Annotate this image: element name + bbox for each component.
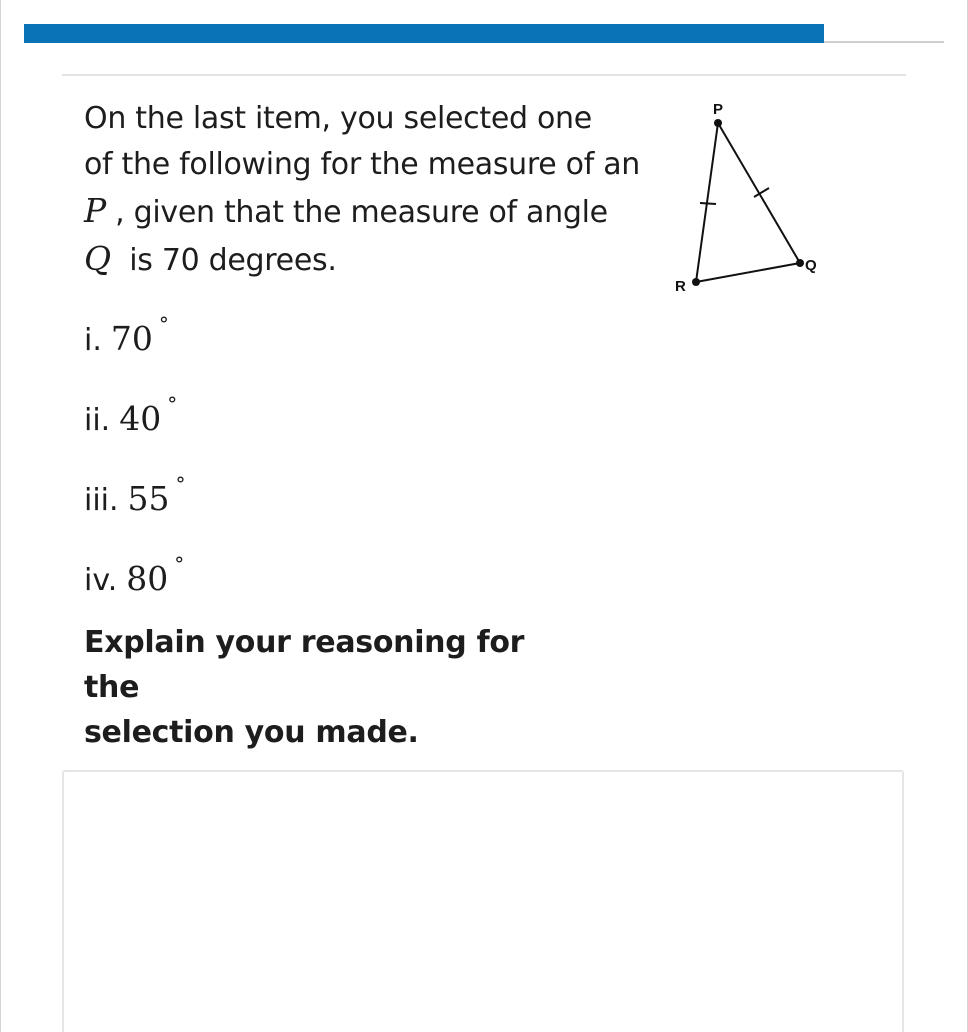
divider xyxy=(62,74,906,76)
choice-item xyxy=(84,312,484,392)
explain-prompt xyxy=(84,620,584,755)
question-text: , given that the measure of angle xyxy=(115,195,608,230)
choice-item xyxy=(84,472,484,552)
choice-numeral: iii. xyxy=(84,483,119,518)
choice-value: 55 xyxy=(127,479,170,518)
degree-symbol: ° xyxy=(175,472,186,496)
vertex-r-point xyxy=(692,278,700,286)
vertex-p-point xyxy=(714,119,722,127)
triangle-diagram xyxy=(660,95,840,295)
progress-bar xyxy=(24,24,824,43)
question-line xyxy=(84,188,674,236)
choice-list xyxy=(84,312,484,632)
explain-line: selection you made. xyxy=(84,715,419,750)
choice-value: 40 xyxy=(119,399,162,438)
answer-text-area[interactable] xyxy=(62,770,904,1032)
question-line: of the following for the measure of an xyxy=(84,147,641,182)
choice-value: 70 xyxy=(110,319,153,358)
degree-symbol: ° xyxy=(167,392,178,416)
degree-symbol: ° xyxy=(174,552,185,576)
choice-value: 80 xyxy=(126,559,169,598)
choice-item xyxy=(84,392,484,472)
choice-numeral: ii. xyxy=(84,403,111,438)
tick-mark-pr xyxy=(700,203,716,204)
explain-line: Explain your reasoning for the xyxy=(84,625,525,705)
angle-q-symbol: Q xyxy=(84,239,111,278)
choice-numeral: i. xyxy=(84,323,102,358)
question-prompt xyxy=(84,96,674,284)
frame-left-border xyxy=(0,0,1,1032)
angle-p-symbol: P xyxy=(84,191,106,230)
triangle-outline xyxy=(696,123,800,282)
question-line xyxy=(84,236,674,284)
vertex-p-label: P xyxy=(713,101,724,118)
vertex-q-label: Q xyxy=(805,257,817,274)
choice-numeral: iv. xyxy=(84,563,118,598)
degree-symbol: ° xyxy=(158,312,169,336)
question-text: is 70 degrees. xyxy=(129,243,337,278)
vertex-q-point xyxy=(796,259,804,267)
question-line: On the last item, you selected one xyxy=(84,101,592,136)
vertex-r-label: R xyxy=(675,278,686,295)
